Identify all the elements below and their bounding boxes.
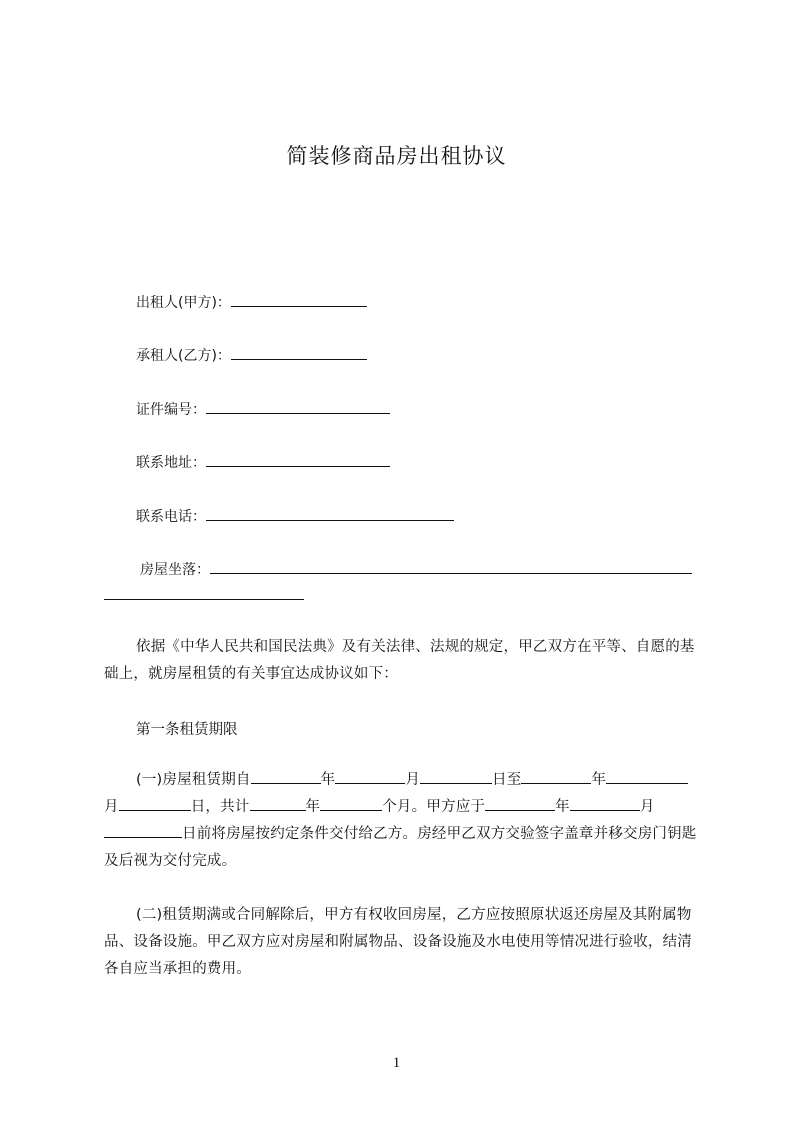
clause-one-paragraph [104,767,702,875]
location-blank[interactable] [210,559,692,574]
id-number-line [136,399,390,419]
end-day-label: 日，共计 [190,799,250,815]
start-day-label: 日至 [492,772,522,788]
document-title: 简装修商品房出租协议 [286,144,507,168]
phone-label: 联系电话： [136,509,206,525]
end-month-blank[interactable] [606,769,688,784]
start-month-blank[interactable] [335,769,405,784]
id-number-label: 证件编号： [136,402,206,418]
handover-month-label: 月 [639,799,655,815]
duration-year-label: 年 [305,799,321,815]
lessor-label: 出租人(甲方)： [136,295,231,311]
start-year-label: 年 [320,772,336,788]
page-number: 1 [392,1055,401,1071]
duration-month-blank[interactable] [320,796,382,811]
lessee-label: 承租人(乙方)： [136,348,231,364]
location-label: 房屋坐落： [140,562,210,578]
handover-year-blank[interactable] [485,796,555,811]
start-day-blank[interactable] [420,769,492,784]
start-year-blank[interactable] [251,769,321,784]
lessee-blank[interactable] [231,345,367,360]
end-day-blank[interactable] [119,796,191,811]
address-blank[interactable] [206,452,390,467]
address-label: 联系地址： [136,455,206,471]
section-title: 第一条租赁期限 [136,722,238,738]
intro-paragraph: 依据《中华人民共和国民法典》及有关法律、法规的规定，甲乙双方在平等、自愿的基础上，就房屋租赁的有关事宜达成协议如下： [104,639,695,682]
lessor-line [136,292,367,312]
clause-one-suffix: 日前将房屋按约定条件交付给乙方。房经甲乙双方交验签字盖章并移交房门钥匙及后视为交付完成。 [104,826,697,869]
phone-blank[interactable] [206,506,454,521]
handover-month-blank[interactable] [570,796,640,811]
location-line [140,559,692,579]
clause-two-paragraph: (二)租赁期满或合同解除后，甲方有权收回房屋，乙方应按照原状返还房屋及其附属物品、设备设施。甲乙双方应对房屋和附属物品、设备设施及水电使用等情况进行验收，结清各自应当承担的费用。 [104,907,692,977]
address-line [136,452,390,472]
end-year-blank[interactable] [521,769,591,784]
location-blank-continuation[interactable] [104,599,304,600]
end-month-label: 月 [104,799,119,815]
duration-year-blank[interactable] [250,796,306,811]
duration-month-label: 个月。甲方应于 [382,799,486,815]
handover-day-blank[interactable] [104,823,182,838]
clause-one-prefix: (一)房屋租赁期自 [136,772,251,788]
end-year-label: 年 [591,772,607,788]
id-number-blank[interactable] [206,399,390,414]
phone-line [136,506,454,526]
handover-year-label: 年 [555,799,570,815]
lessor-blank[interactable] [231,292,367,307]
lessee-line [136,345,367,365]
start-month-label: 月 [405,772,421,788]
